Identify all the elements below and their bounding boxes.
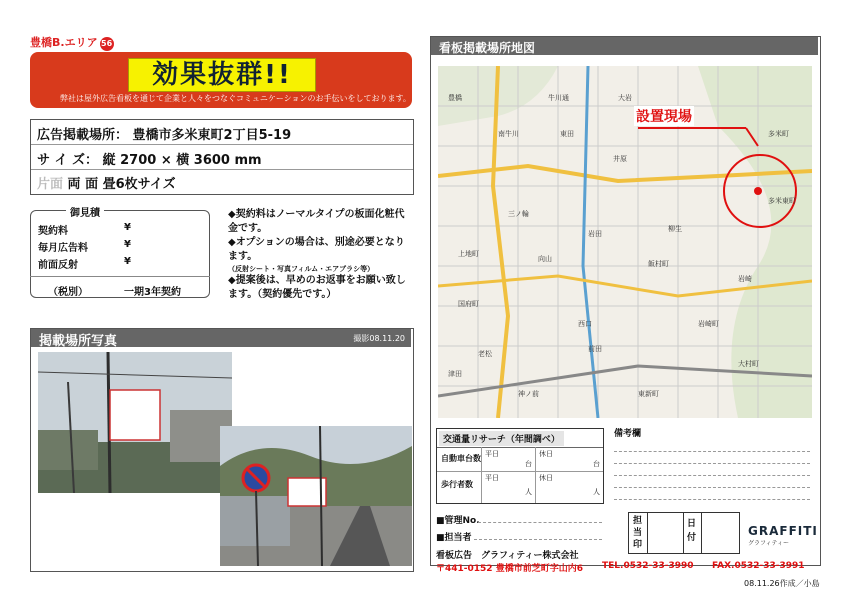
traffic-row-label: 歩行者数 [441, 480, 473, 489]
estimate-row-value: ¥ [124, 222, 131, 233]
svg-text:南牛川: 南牛川 [498, 130, 519, 138]
estimate-row [38, 256, 131, 271]
traffic-box [436, 428, 604, 504]
map-panel-title: 看板掲載場所地図 [439, 41, 536, 55]
traffic-holiday: 休日 [539, 474, 553, 482]
estimate-tax: （税別） [48, 287, 88, 298]
estimate-heading: 御見積 [66, 204, 104, 219]
svg-text:柳生: 柳生 [668, 225, 682, 233]
photo-panel-title: 掲載場所写真 [39, 334, 118, 349]
location-row [37, 124, 291, 143]
staff-stamp-label: 担当印 [633, 516, 643, 550]
svg-text:大村町: 大村町 [738, 360, 759, 368]
estimate-row [38, 239, 131, 254]
traffic-weekday: 平日 [485, 474, 499, 482]
traffic-holiday: 休日 [539, 450, 553, 458]
traffic-title: 交通量リサーチ（年間調べ） [439, 431, 564, 446]
banner-title: 効果抜群!! [128, 58, 316, 92]
size-label: サ イ ズ： [37, 153, 99, 168]
svg-text:井原: 井原 [613, 155, 627, 163]
svg-text:岩崎: 岩崎 [738, 275, 752, 283]
svg-text:上地町: 上地町 [458, 250, 479, 258]
site-photo-1 [38, 352, 232, 493]
company-fax: FAX.0532-33-3991 [712, 561, 805, 571]
svg-text:飯村町: 飯村町 [648, 260, 669, 268]
svg-text:津田: 津田 [448, 370, 462, 378]
svg-text:多米町: 多米町 [768, 130, 789, 138]
estimate-row-value: ¥ [124, 239, 131, 250]
area-number-badge: 56 [100, 37, 114, 51]
svg-text:老松: 老松 [478, 350, 492, 358]
traffic-unit: 人 [525, 488, 532, 496]
side-row [37, 173, 176, 192]
site-label: 設置現場 [634, 106, 694, 126]
staff-label: ■担当者 [436, 533, 472, 543]
date-stamp-label: 日付 [687, 519, 697, 543]
svg-text:大岩: 大岩 [618, 94, 632, 102]
estimate-term: 一期3年契約 [124, 287, 181, 298]
notes [228, 208, 414, 302]
photo-panel-header [31, 329, 411, 347]
estimate-row-value: ¥ [124, 256, 131, 267]
traffic-row-label: 自動車台数 [441, 454, 481, 463]
side-prefix: 片面 [37, 177, 64, 192]
location-label: 広告掲載場所： [37, 128, 129, 143]
svg-text:向山: 向山 [538, 255, 552, 263]
note-2-small: （反射シート・写真フィルム・エアブラシ等） [228, 265, 375, 273]
estimate-row-label: 前面反射 [38, 260, 78, 271]
svg-text:東新町: 東新町 [638, 390, 659, 398]
company-address: 〒441-0152 豊橋市前芝町字山内6 [436, 564, 583, 574]
svg-text:神ノ前: 神ノ前 [518, 390, 539, 398]
traffic-weekday: 平日 [485, 450, 499, 458]
svg-text:西口: 西口 [578, 320, 592, 328]
note-1: ◆契約料はノーマルタイプの板面化粧代金です。 [228, 209, 405, 234]
company-line: 看板広告 グラフィティー株式会社 [436, 551, 579, 561]
location-map [438, 66, 812, 418]
company-logo [748, 524, 818, 547]
estimate-row [38, 222, 131, 237]
management-no-label: ■管理No. [436, 516, 480, 526]
company-logo-text: GRAFFITI [748, 524, 818, 538]
side-value: 畳6枚サイズ [102, 177, 176, 192]
estimate-row-label: 契約料 [38, 226, 68, 237]
area-label: 豊橋B.エリア [30, 36, 98, 49]
site-photo-2 [220, 426, 412, 566]
banner-subtitle: 弊社は屋外広告看板を通じて企業と人々をつなぐコミュニケーションのお手伝いをしております。 [60, 94, 411, 103]
stamp-box [628, 512, 740, 554]
photo-date: 撮影08.11.20 [353, 334, 405, 343]
svg-text:国府町: 国府町 [458, 300, 479, 308]
note-3: ◆提案後は、早めのお返事をお願い致します。（契約優先です。） [228, 275, 406, 300]
remarks-label: 備考欄 [614, 429, 642, 439]
map-panel-header [431, 37, 818, 55]
company-logo-sub: グラフィティー [748, 540, 790, 547]
location-value: 豊橋市多米東町2丁目5-19 [132, 128, 292, 143]
company-tel: TEL.0532-33-3990 [602, 561, 694, 571]
svg-text:牛川通: 牛川通 [548, 94, 569, 102]
size-value: 縦 2700 × 横 3600 mm [102, 153, 262, 168]
remarks-lines [614, 440, 810, 504]
traffic-unit: 人 [593, 488, 600, 496]
svg-text:豊橋: 豊橋 [448, 94, 462, 102]
traffic-unit: 台 [525, 460, 532, 468]
svg-text:三ノ輪: 三ノ輪 [508, 210, 529, 218]
traffic-unit: 台 [593, 460, 600, 468]
ad-info-box [30, 119, 414, 195]
svg-text:岩崎町: 岩崎町 [698, 320, 719, 328]
footer-created: 08.11.26作成／小島 [744, 579, 820, 588]
svg-text:岩田: 岩田 [588, 230, 602, 238]
svg-text:東田: 東田 [560, 130, 574, 138]
estimate-row-label: 毎月広告料 [38, 243, 88, 254]
svg-text:前田: 前田 [588, 345, 602, 353]
area-tag [30, 34, 114, 51]
note-2: ◆オプションの場合は、別途必要となります。 [228, 237, 405, 262]
side-label: 両 面 [67, 177, 99, 192]
size-row [37, 149, 262, 168]
svg-text:多米東町: 多米東町 [768, 197, 796, 205]
